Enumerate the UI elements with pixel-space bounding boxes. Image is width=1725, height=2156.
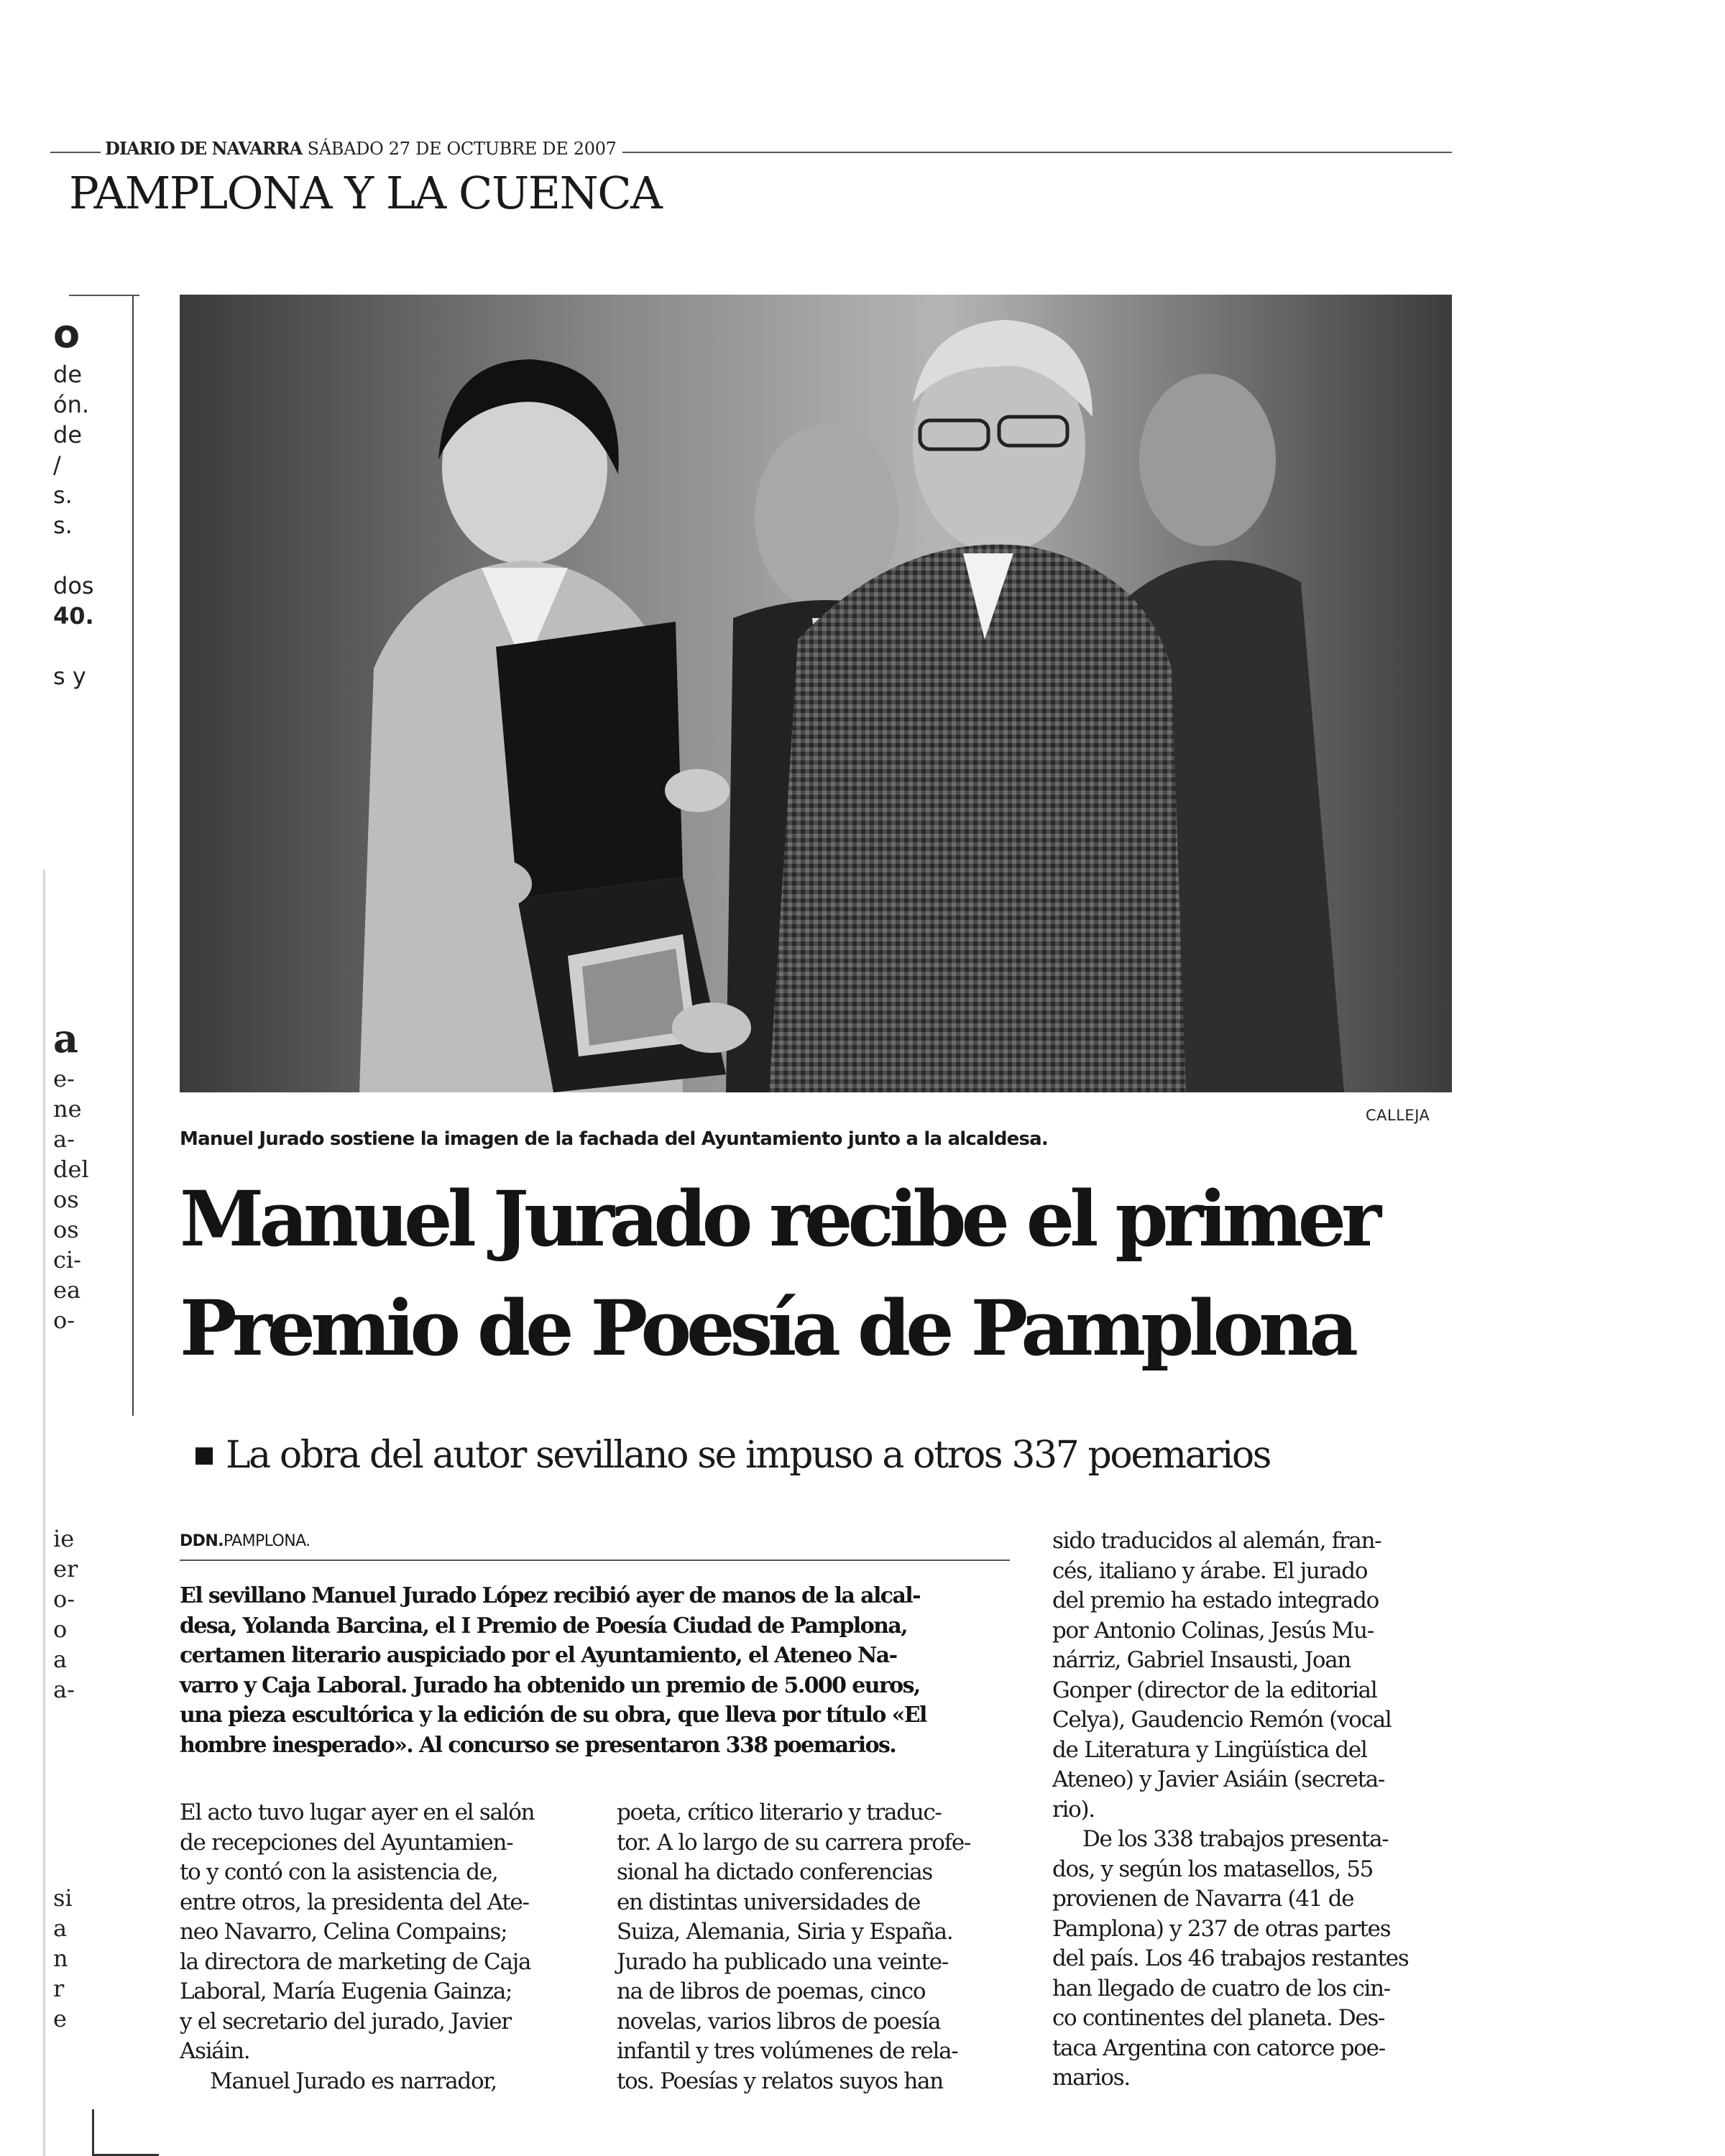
side-fragment-line: er xyxy=(53,1555,78,1583)
side-fragment-line: / xyxy=(53,451,61,479)
subheadline xyxy=(180,1434,1270,1477)
headline-line-2: Premio de Poesía de Pamplona xyxy=(180,1283,1354,1373)
body-line: Suiza, Alemania, Siria y España. xyxy=(617,1919,953,1945)
side-fragment-line: a xyxy=(53,1646,68,1673)
body-line: infantil y tres volúmenes de rela- xyxy=(617,2038,958,2064)
body-line: Asiáin. xyxy=(180,2038,250,2064)
lead-line: certamen literario auspiciado por el Ayuntamiento, el Ateneo Na- xyxy=(180,1643,897,1668)
side-fragment-line: de xyxy=(53,361,82,388)
body-column-3 xyxy=(1052,1526,1455,2093)
lead-line: desa, Yolanda Barcina, el I Premio de Poesía Ciudad de Pamplona, xyxy=(180,1613,908,1639)
body-line: Ateneo) y Javier Asiáin (secreta- xyxy=(1052,1766,1385,1792)
side-fragment-line: os xyxy=(53,1216,79,1243)
body-line: del premio ha estado integrado xyxy=(1052,1588,1379,1613)
side-fragment-block-2 xyxy=(53,1013,125,1335)
side-fragment-line: o xyxy=(53,311,80,356)
side-fragment-line: e- xyxy=(53,1065,75,1092)
side-fragment-line: de xyxy=(53,421,82,448)
side-fragment-block-3 xyxy=(53,1524,125,1705)
side-fragment-line: dos xyxy=(53,572,94,599)
body-line: Pamplona) y 237 de otras partes xyxy=(1052,1915,1391,1942)
body-column-2 xyxy=(617,1798,1019,2096)
body-line: entre otros, la presidenta del Ate- xyxy=(180,1889,529,1915)
side-fragment-line: del xyxy=(53,1156,89,1183)
side-fragment-line xyxy=(53,540,125,571)
side-fragment-line: si xyxy=(53,1884,73,1912)
body-line: la directora de marketing de Caja xyxy=(180,1948,531,1975)
bullet-square-icon xyxy=(196,1447,213,1465)
side-fragment-block-1 xyxy=(53,309,125,691)
article-photo xyxy=(180,295,1452,1092)
masthead-line xyxy=(101,138,622,159)
scan-edge-shadow xyxy=(43,870,45,2156)
issue-date: SÁBADO 27 DE OCTUBRE DE 2007 xyxy=(307,139,617,159)
body-line: Gonper (director de la editorial xyxy=(1052,1677,1377,1703)
side-fragment-line: s y xyxy=(53,663,86,690)
side-fragment-line: ci- xyxy=(53,1246,81,1273)
body-line: neo Navarro, Celina Compains; xyxy=(180,1919,507,1945)
side-fragment-line: a xyxy=(53,1015,78,1061)
lead-paragraph xyxy=(180,1581,1013,1760)
body-line: han llegado de cuatro de los cin- xyxy=(1052,1975,1390,2001)
body-line: sido traducidos al alemán, fran- xyxy=(1052,1528,1381,1554)
side-fragment-line: a- xyxy=(53,1125,75,1153)
column-divider-rule xyxy=(132,295,134,1416)
body-line: tos. Poesías y relatos suyos han xyxy=(617,2068,943,2094)
lead-line: varro y Caja Laboral. Jurado ha obtenido un premio de 5.000 euros, xyxy=(180,1672,920,1698)
body-line: Celya), Gaudencio Remón (vocal xyxy=(1052,1707,1392,1733)
side-fragment-line: ie xyxy=(53,1525,75,1552)
side-fragment-line: r xyxy=(53,1975,65,2002)
headline xyxy=(180,1164,1452,1383)
body-column-1 xyxy=(180,1798,582,2096)
byline-place: PAMPLONA. xyxy=(223,1532,310,1550)
body-line: De los 338 trabajos presenta- xyxy=(1082,1826,1389,1852)
lead-line: hombre inesperado». Al concurso se presentaron 338 poemarios. xyxy=(180,1732,896,1758)
side-fragment-line: s. xyxy=(53,512,73,539)
section-title: PAMPLONA Y LA CUENCA xyxy=(69,167,662,219)
body-line: por Antonio Colinas, Jesús Mu- xyxy=(1052,1617,1374,1644)
side-fragment-line: ón. xyxy=(53,391,90,418)
side-fragment-line: 40. xyxy=(53,602,94,630)
side-fragment-line: n xyxy=(53,1945,68,1972)
body-line: del país. Los 46 trabajos restantes xyxy=(1052,1945,1409,1971)
headline-line-1: Manuel Jurado recibe el primer xyxy=(180,1174,1377,1263)
body-line: y el secretario del jurado, Javier xyxy=(180,2008,511,2035)
body-line: cés, italiano y árabe. El jurado xyxy=(1052,1557,1368,1584)
body-line: en distintas universidades de xyxy=(617,1889,920,1915)
body-line: poeta, crítico literario y traduc- xyxy=(617,1800,942,1825)
side-fragment-line: o- xyxy=(53,1307,75,1334)
side-fragment-line: e xyxy=(53,2005,67,2032)
body-line: co continentes del planeta. Des- xyxy=(1052,2005,1385,2031)
byline xyxy=(180,1532,310,1550)
side-fragment-line: s. xyxy=(53,482,73,509)
side-fragment-line: o xyxy=(53,1616,68,1643)
side-fragment-line: a- xyxy=(53,1676,75,1703)
section-underline xyxy=(69,295,139,296)
body-line: taca Argentina con catorce poe- xyxy=(1052,2035,1385,2061)
body-line: Manuel Jurado es narrador, xyxy=(210,2068,497,2094)
side-fragment-line: a xyxy=(53,1915,68,1942)
body-line: rio). xyxy=(1052,1796,1095,1823)
side-fragment-line xyxy=(53,631,125,661)
body-line: marios. xyxy=(1052,2065,1130,2091)
body-line: El acto tuvo lugar ayer en el salón xyxy=(180,1800,535,1825)
byline-agency: DDN. xyxy=(180,1532,224,1550)
lead-line: El sevillano Manuel Jurado López recibió ayer de manos de la alcal- xyxy=(180,1583,920,1608)
newspaper-name: DIARIO DE NAVARRA xyxy=(105,138,303,159)
body-line: dos, y según los matasellos, 55 xyxy=(1052,1856,1374,1882)
side-fragment-line: ne xyxy=(53,1095,82,1123)
side-fragment-line: os xyxy=(53,1186,79,1213)
photo-caption: Manuel Jurado sostiene la imagen de la fachada del Ayuntamiento junto a la alcaldesa. xyxy=(180,1128,1048,1150)
body-line: to y contó con la asistencia de, xyxy=(180,1859,498,1885)
byline-rule xyxy=(180,1560,1010,1561)
side-fragment-line: o- xyxy=(53,1585,75,1613)
subheadline-text: La obra del autor sevillano se impuso a otros 337 poemarios xyxy=(226,1434,1271,1477)
side-fragment-line: ea xyxy=(53,1276,81,1304)
side-fragment-block-4 xyxy=(53,1883,125,2034)
body-line: na de libros de poemas, cinco xyxy=(617,1978,926,2004)
lead-line: una pieza escultórica y la edición de su obra, que lleva por título «El xyxy=(180,1703,926,1728)
body-line: de Literatura y Lingüística del xyxy=(1052,1736,1367,1763)
body-line: novelas, varios libros de poesía xyxy=(617,2008,941,2035)
body-line: de recepciones del Ayuntamien- xyxy=(180,1829,513,1856)
body-line: tor. A lo largo de su carrera profe- xyxy=(617,1829,971,1856)
corner-rule-mark xyxy=(92,2109,159,2156)
body-line: Laboral, María Eugenia Gainza; xyxy=(180,1978,512,2004)
body-line: sional ha dictado conferencias xyxy=(617,1859,933,1885)
body-line: provienen de Navarra (41 de xyxy=(1052,1886,1354,1912)
photo-credit: CALLEJA xyxy=(1366,1107,1430,1124)
body-line: Jurado ha publicado una veinte- xyxy=(617,1948,949,1975)
body-line: nárriz, Gabriel Insausti, Joan xyxy=(1052,1647,1351,1673)
